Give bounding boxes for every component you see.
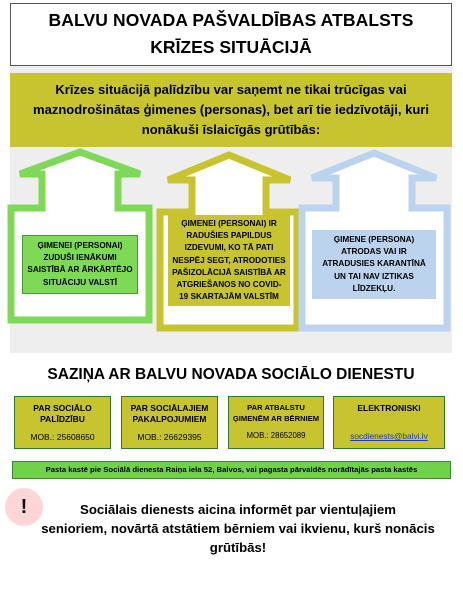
contact-phone: MOB.: 25608650 xyxy=(30,432,95,442)
header-title-line1: BALVU NOVADA PAŠVALDĪBAS ATBALSTS xyxy=(48,10,414,30)
arrow-right-line: ATRADUSIES KARANTĪNĀ xyxy=(322,259,426,269)
arrow-middle-line: RADUŠIES PAPILDUS xyxy=(186,231,272,241)
arrow-right-text xyxy=(312,230,436,299)
arrow-left-line: ĢIMENEI (PERSONAI) xyxy=(37,241,123,250)
footer-message xyxy=(38,500,438,557)
contact-label: PAR SOCIĀLAJIEM xyxy=(130,403,209,413)
arrow-middle-line: 19 SKARTAJĀM VALSTĪM xyxy=(179,292,279,302)
intro-line1: Krīzes situācijā palīdzību var saņemt ne tikai trūcīgas vai xyxy=(55,82,407,97)
header-title-line2: KRĪZES SITUĀCIJĀ xyxy=(150,37,312,57)
contact-label: PAR ATBALSTU xyxy=(247,403,305,412)
mailbox-note: Pasta kastē pie Sociālā dienesta Raiņa iela 52, Balvos, vai pagasta pārvaldēs norādītajās pasta kastēs xyxy=(12,461,451,479)
contact-box-social-services xyxy=(121,396,218,449)
arrow-right-line: ATRODAS VAI IR xyxy=(341,247,407,257)
arrow-left-line: ZUDUŠI IENĀKUMI xyxy=(43,253,117,263)
arrow-right-line: LĪDZEKĻU. xyxy=(352,283,396,293)
footer-line1: Sociālais dienests aicina informēt par vientuļajiem xyxy=(80,502,396,517)
arrow-left-text xyxy=(22,235,138,294)
contact-label xyxy=(334,414,444,425)
intro-line3: nonākuši īslaicīgās grūtībās: xyxy=(141,122,321,137)
arrow-middle-line: ĢIMENEI (PERSONAI) IR xyxy=(181,219,277,228)
arrow-middle-line: ATGRIEŠANOS NO COVID- xyxy=(176,280,282,290)
contact-heading: SAZIŅA AR BALVU NOVADA SOCIĀLO DIENESTU xyxy=(47,366,415,383)
contact-label: PAKALPOJUMIEM xyxy=(132,414,207,424)
arrow-middle-line: PAŠIZOLĀCIJĀ SAISTĪBĀ AR xyxy=(172,267,286,277)
contact-label: ELEKTRONISKI xyxy=(357,403,421,413)
contact-phone: MOB.: 28652089 xyxy=(246,431,306,440)
contact-box-social-aid xyxy=(14,396,111,449)
contact-label: ĢIMENĒM AR BĒRNIEM xyxy=(232,414,320,423)
exclamation-icon: ! xyxy=(5,488,43,526)
contact-box-electronic xyxy=(333,396,445,449)
footer-line3: grūtībās! xyxy=(209,540,267,555)
contact-phone: MOB.: 26629395 xyxy=(137,432,202,442)
contact-label: PALĪDZĪBU xyxy=(40,414,85,424)
arrow-right-line: UN TAI NAV IZTIKAS xyxy=(334,271,414,281)
contact-label: PAR SOCIĀLO xyxy=(33,403,92,413)
arrow-left-line: SITUĀCIJU VALSTĪ xyxy=(43,277,117,287)
arrow-left-line: SAISTĪBĀ AR ĀRKĀRTĒJO xyxy=(27,265,133,275)
arrow-middle-line: NESPĒJ SEGT, ATRODOTIES xyxy=(172,255,286,265)
arrow-right-line: ĢIMENE (PERSONA) xyxy=(333,235,415,244)
intro-line2: maznodrošinātas ģimenes (personas), bet arī tie iedzīvotāji, kuri xyxy=(33,102,429,117)
arrow-middle-line: IZDEVUMI, KO TĀ PATI xyxy=(184,243,274,253)
arrow-middle-text xyxy=(168,215,290,306)
contact-box-family-support xyxy=(228,396,324,449)
footer-line2: senioriem, novārtā atstātiem bērniem vai ikvienu, kurš nonācis xyxy=(41,521,435,536)
contact-email-link[interactable]: socdienests@balvi.lv xyxy=(350,431,428,441)
